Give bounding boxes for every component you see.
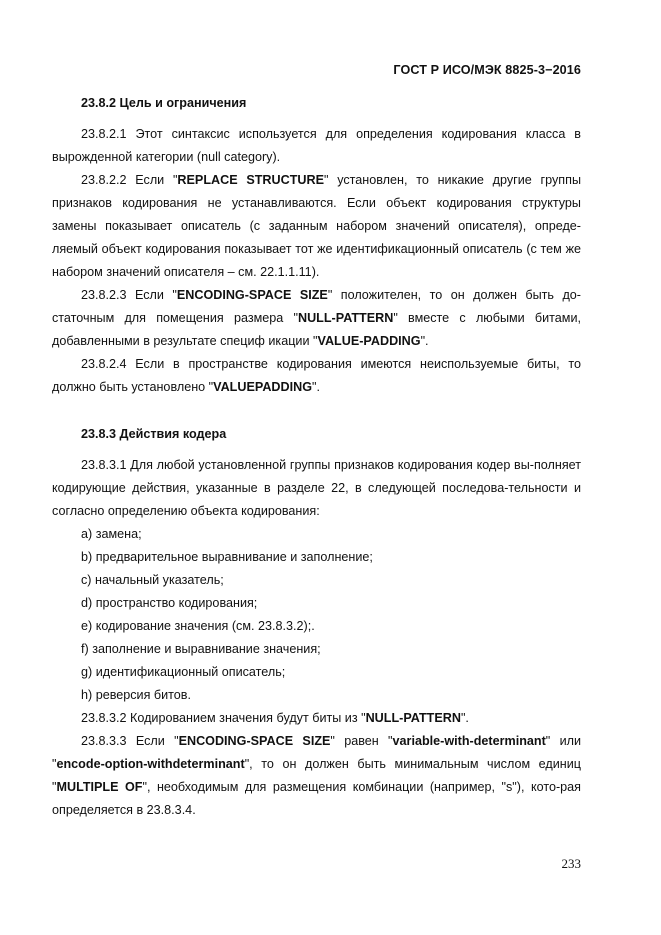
- section-23-8-2-body: [52, 123, 581, 399]
- text-run: " или ": [52, 734, 582, 771]
- paragraph-23-8-2-1: 23.8.2.1 Этот синтаксис используется для определения кодирования класса в вырожденной категории (null category).: [52, 127, 581, 164]
- list-item: g) идентификационный описатель;: [81, 665, 286, 679]
- keyword: MULTIPLE OF: [56, 780, 143, 794]
- text-run: 23.8.2.4 Если в пространстве кодирования имеются неиспользуемые биты, то должно быть установлено ": [52, 357, 581, 394]
- document-header: ГОСТ Р ИСО/МЭК 8825-3−2016: [393, 63, 581, 77]
- list-item: c) начальный указатель;: [81, 573, 224, 587]
- text-run: " равен ": [330, 734, 393, 748]
- list-item: e) кодирование значения (см. 23.8.3.2);.: [81, 619, 315, 633]
- list-item: d) пространство кодирования;: [81, 596, 258, 610]
- keyword: ENCODING-SPACE SIZE: [176, 288, 328, 302]
- list-item: b) предварительное выравнивание и заполнение;: [81, 550, 373, 564]
- text-run: 23.8.3.2 Кодированием значения будут биты из ": [81, 711, 366, 725]
- section-heading-23-8-2: 23.8.2 Цель и ограничения: [81, 96, 247, 110]
- text-run: " установлен, то никакие другие группы признаков кодирования не устанавливаются. Если объект кодирования структуры замены показывает описатель (с заданным набором значений описателя), опреде-ляемый объект кодирования показывает тот же идентификационный описатель (с тем же набором значений описателя – см. 22.1.1.11).: [52, 173, 581, 279]
- list-item: h) реверсия битов.: [81, 688, 191, 702]
- text-run: ".: [460, 711, 469, 725]
- keyword: NULL-PATTERN: [297, 311, 394, 325]
- page-number: 233: [561, 856, 581, 871]
- document-body: [52, 92, 581, 822]
- keyword: VALUE-PADDING: [317, 334, 421, 348]
- text-run: ".: [312, 380, 320, 394]
- paragraph-23-8-3-2: [52, 707, 581, 730]
- section-heading-23-8-3: 23.8.3 Действия кодера: [81, 427, 227, 441]
- keyword: ENCODING-SPACE SIZE: [178, 734, 331, 748]
- text-run: ", необходимым для размещения комбинации (например, "s"), кото-рая определяется в 23.8.3.4.: [52, 780, 581, 817]
- keyword: VALUEPADDING: [213, 380, 313, 394]
- paragraph-23-8-3-3: [52, 730, 581, 822]
- text-run: " вместе с любыми битами, добавленными в результате специф икации ": [52, 311, 581, 348]
- keyword: NULL-PATTERN: [365, 711, 461, 725]
- keyword: encode-option-withdeterminant: [56, 757, 245, 771]
- list-item: a) замена;: [81, 527, 142, 541]
- paragraph-23-8-3-1: 23.8.3.1 Для любой установленной группы признаков кодирования кодер вы-полняет кодирующие действия, указанные в разделе 22, в следующей последова-тельности и согласно определению объекта кодирования:: [52, 458, 581, 518]
- paragraph-23-8-2-4: [52, 353, 581, 399]
- text-run: 23.8.2.2 Если ": [81, 173, 178, 187]
- paragraph-23-8-2-3: [52, 284, 581, 353]
- text-run: 23.8.2.3 Если ": [81, 288, 177, 302]
- section-23-8-3-body: [52, 454, 581, 822]
- list-item: f) заполнение и выравнивание значения;: [81, 642, 321, 656]
- keyword: variable-with-determinant: [392, 734, 546, 748]
- text-run: 23.8.3.3 Если ": [81, 734, 179, 748]
- text-run: ".: [420, 334, 429, 348]
- keyword: REPLACE STRUCTURE: [177, 173, 325, 187]
- text-run: " положителен, то он должен быть до-статочным для помещения размера ": [52, 288, 581, 325]
- paragraph-23-8-2-2: [52, 169, 581, 284]
- text-run: ", то он должен быть минимальным числом единиц ": [52, 757, 581, 794]
